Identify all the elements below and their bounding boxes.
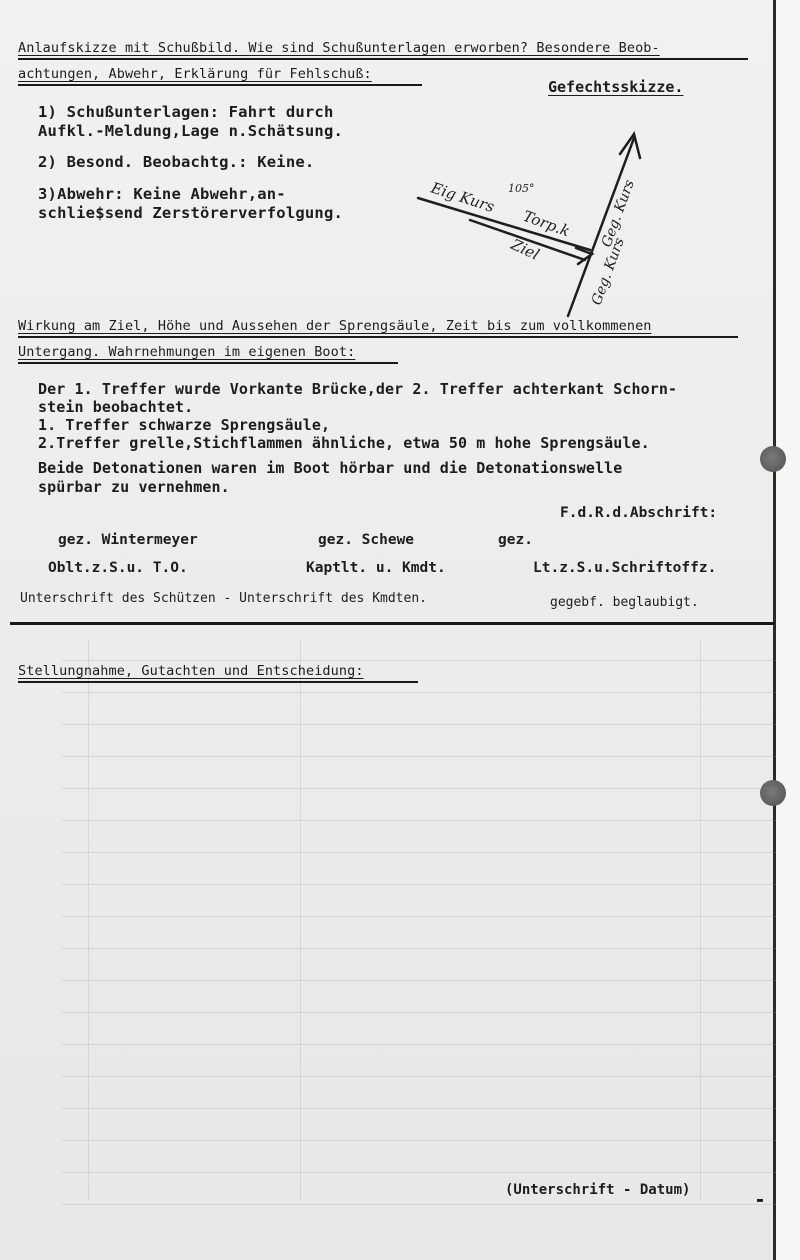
edge-mark: ▮ <box>754 1197 766 1204</box>
effect-text-line4: 2.Treffer grelle,Stichflammen ähnliche, etwa 50 m hohe Sprengsäule. <box>38 434 650 452</box>
signature-officer-rank: Lt.z.S.u.Schriftoffz. <box>533 560 717 576</box>
bleed-through-table <box>12 640 767 1240</box>
sketch-label-angle: 105° <box>508 182 535 195</box>
sketch-title: Gefechtsskizze. <box>548 78 684 96</box>
signature-commander-rank: Kaptlt. u. Kmdt. <box>306 560 446 576</box>
section1-heading-line1: Anlaufskizze mit Schußbild. Wie sind Schußunterlagen erworben? Besondere Beob- <box>18 40 660 56</box>
page-margin-background <box>776 0 800 1260</box>
item-3-line1: 3)Abwehr: Keine Abwehr,an- <box>38 185 286 203</box>
section1-heading-rule <box>18 58 748 60</box>
effect-text-line3: 1. Treffer schwarze Sprengsäule, <box>38 416 331 434</box>
section3-heading: Stellungnahme, Gutachten und Entscheidung: <box>18 663 364 679</box>
signature-caption-right: gegebf. beglaubigt. <box>550 595 699 610</box>
signature-gunner-name: gez. Wintermeyer <box>58 532 198 548</box>
signature-commander-name: gez. Schewe <box>318 532 415 548</box>
item-1-line1: 1) Schußunterlagen: Fahrt durch <box>38 103 334 121</box>
signature-date-label: (Unterschrift - Datum) <box>505 1182 691 1198</box>
sketch-label-enemy-course-upper: Geg. Kurs <box>598 177 638 250</box>
effect-text-line2: stein beobachtet. <box>38 398 194 416</box>
section1-heading-line2: achtungen, Abwehr, Erklärung für Fehlschuß: <box>18 66 372 82</box>
item-2: 2) Besond. Beobachtg.: Keine. <box>38 153 315 171</box>
section-separator-rule <box>10 622 775 625</box>
sketch-label-torpedo-course: Torp.k <box>520 206 573 241</box>
bleed-column-line <box>88 640 89 1200</box>
sketch-label-enemy-course-lower: Geg. Kurs <box>588 235 628 308</box>
battle-sketch <box>410 120 670 330</box>
section2-heading-rule <box>18 336 738 338</box>
section1-heading-rule-2 <box>18 84 422 86</box>
signature-officer-name: gez. <box>498 532 533 548</box>
section2-heading-line1: Wirkung am Ziel, Höhe und Aussehen der Sprengsäule, Zeit bis zum vollkommenen <box>18 318 652 334</box>
signature-gunner-rank: Oblt.z.S.u. T.O. <box>48 560 188 576</box>
bleed-column-line <box>300 640 301 1200</box>
copy-certification-note: F.d.R.d.Abschrift: <box>560 505 718 521</box>
sketch-label-target: Ziel <box>508 235 543 264</box>
section2-heading-line2: Untergang. Wahrnehmungen im eigenen Boot: <box>18 344 356 360</box>
signature-caption-left: Unterschrift des Schützen - Unterschrift des Kmdten. <box>20 591 427 606</box>
bleed-column-line <box>700 640 701 1200</box>
effect-text-line1: Der 1. Treffer wurde Vorkante Brücke,der 2. Treffer achterkant Schorn- <box>38 380 678 398</box>
punch-hole-upper <box>760 446 786 472</box>
section3-heading-rule <box>18 681 418 683</box>
sketch-label-own-course: Eig Kurs <box>428 178 497 217</box>
section2-heading-rule-2 <box>18 362 398 364</box>
effect-text-line6: spürbar zu vernehmen. <box>38 478 230 496</box>
item-3-line2: schlie$send Zerstörerverfolgung. <box>38 204 344 222</box>
item-1-line2: Aufkl.-Meldung,Lage n.Schätsung. <box>38 122 344 140</box>
effect-text-line5: Beide Detonationen waren im Boot hörbar und die Detonationswelle <box>38 459 623 477</box>
